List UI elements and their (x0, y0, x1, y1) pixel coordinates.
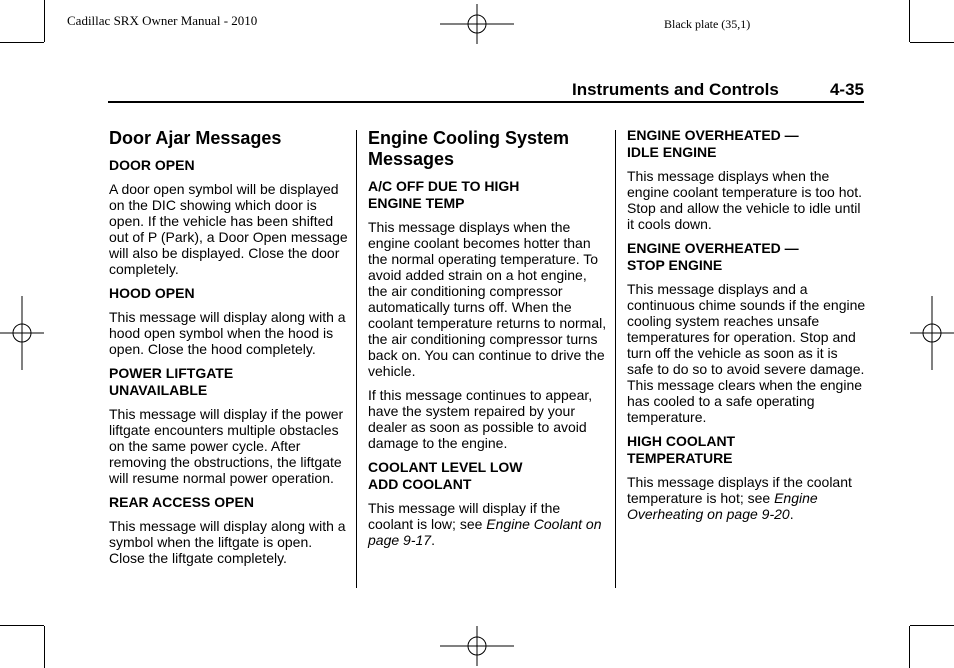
power-liftgate-body: This message will display if the power liftgate encounters multiple obstacles on the same power cycle. After removing the obstructions, the liftgate will resume normal power operation. (109, 406, 344, 486)
coolant-low-paragraph (368, 500, 608, 548)
high-coolant-end: . (789, 506, 794, 522)
power-liftgate-heading: POWER LIFTGATE UNAVAILABLE (109, 365, 234, 398)
door-open-heading: DOOR OPEN (109, 157, 195, 173)
coolant-low-heading: COOLANT LEVEL LOW ADD COOLANT (368, 459, 523, 492)
hood-open-heading: HOOD OPEN (109, 285, 195, 301)
overheated-idle-heading: ENGINE OVERHEATED — IDLE ENGINE (627, 127, 799, 160)
page-number: 4-35 (829, 80, 864, 99)
overheated-stop-heading: ENGINE OVERHEATED — STOP ENGINE (627, 240, 799, 273)
section-header (572, 80, 864, 100)
registration-mark-bottom (440, 626, 514, 666)
column-engine-overheated (627, 127, 867, 530)
door-ajar-title: Door Ajar Messages (109, 128, 282, 148)
high-coolant-paragraph (627, 474, 867, 522)
engine-coolant-link[interactable]: Engine Coolant on page 9‑17 (368, 516, 602, 548)
crop-mark-top-left-h (0, 42, 44, 43)
crop-mark-bottom-right-h (910, 625, 954, 626)
crop-mark-top-left-v (44, 0, 45, 42)
engine-cooling-title: Engine Cooling System Messages (368, 128, 570, 169)
ac-off-body-2: If this message continues to appear, have the system repaired by your dealer as soon as possible to avoid damage to the engine. (368, 387, 593, 451)
column-engine-cooling (368, 128, 608, 556)
high-coolant-heading: HIGH COOLANT TEMPERATURE (627, 433, 736, 466)
column-divider-2 (615, 130, 616, 588)
crop-mark-bottom-left-h (0, 625, 44, 626)
header-rule (108, 101, 864, 103)
overheated-idle-body: This message displays when the engine coolant temperature is too hot. Stop and allow the vehicle to idle until it cools down. (627, 168, 863, 232)
engine-overheating-link[interactable]: Engine Overheating on page 9‑20 (627, 490, 818, 522)
overheated-stop-body: This message displays and a continuous chime sounds if the engine cooling system reaches unsafe temperatures for operation. Stop and turn off the vehicle as soon as it is safe to do so to avoid severe damage. This message clears when the engine has cooled to a safe operating temperature. (627, 281, 866, 425)
registration-mark-top (440, 4, 514, 44)
crop-mark-top-right-h (910, 42, 954, 43)
column-divider-1 (356, 130, 357, 588)
print-header-manual-title: Cadillac SRX Owner Manual - 2010 (67, 13, 258, 28)
print-header-plate: Black plate (35,1) (664, 17, 751, 31)
section-title: Instruments and Controls (572, 80, 779, 99)
ac-off-body-1: This message displays when the engine coolant becomes hotter than the normal operating temperature. To avoid added strain on a hot engine, the air conditioning compressor automatically turns off. When the coolant temperature returns to normal, the air conditioning compressor turns back on. You can continue to drive the vehicle. (368, 219, 607, 379)
crop-mark-bottom-left-v (44, 626, 45, 668)
registration-mark-right (910, 296, 954, 370)
rear-access-heading: REAR ACCESS OPEN (109, 494, 254, 510)
coolant-low-body: This message will display if the coolant is low; see (368, 500, 561, 532)
door-open-body: A door open symbol will be displayed on the DIC showing which door is open. If the vehicle has been shifted out of P (Park), a Door Open message will also be displayed. Close the door completely. (109, 181, 348, 277)
rear-access-body: This message will display along with a symbol when the liftgate is open. Close the liftgate completely. (109, 518, 346, 566)
registration-mark-left (0, 296, 44, 370)
ac-off-heading: A/C OFF DUE TO HIGH ENGINE TEMP (368, 178, 520, 211)
hood-open-body: This message will display along with a hood open symbol when the hood is open. Close the hood completely. (109, 309, 346, 357)
coolant-low-end: . (431, 532, 435, 548)
crop-mark-top-right-v (909, 0, 910, 42)
crop-mark-bottom-right-v (909, 626, 910, 668)
column-door-ajar (109, 128, 349, 574)
high-coolant-body: This message displays if the coolant temperature is hot; see (627, 474, 852, 506)
